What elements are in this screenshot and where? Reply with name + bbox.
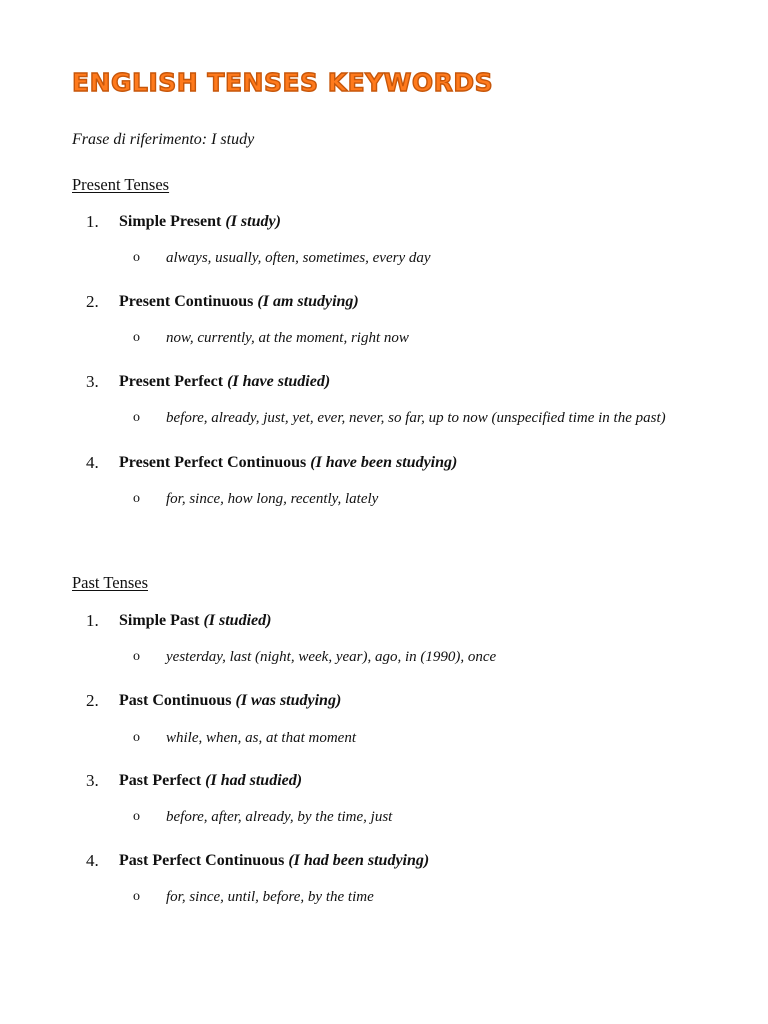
tense-name: Present Perfect: [119, 373, 224, 390]
tense-item-present-perfect-continuous: [0, 453, 768, 477]
keywords-text: now, currently, at the moment, right now: [166, 330, 409, 346]
tense-item-past-perfect-continuous: [0, 851, 768, 875]
tense-example: (I study): [225, 213, 281, 230]
tense-item-present-continuous: [0, 292, 768, 316]
list-number: 2.: [86, 292, 99, 311]
tense-item-past-perfect: [0, 771, 768, 795]
tense-name: Present Continuous: [119, 293, 254, 310]
bullet-icon: o: [133, 730, 140, 745]
bullet-icon: o: [133, 330, 140, 345]
tense-title: [119, 692, 341, 710]
bullet-icon: o: [133, 889, 140, 904]
section-heading-present-tenses: Present Tenses: [72, 175, 170, 194]
keywords-text: while, when, as, at that moment: [166, 730, 356, 746]
tense-title: [119, 213, 281, 231]
tense-name: Past Perfect: [119, 772, 202, 789]
tense-example: (I was studying): [235, 692, 342, 709]
keyword-row: [0, 250, 768, 272]
keyword-row: [0, 410, 768, 432]
keyword-row: [0, 809, 768, 831]
tense-example: (I am studying): [257, 293, 359, 310]
tense-item-simple-past: [0, 611, 768, 635]
keyword-row: [0, 889, 768, 911]
list-number: 1.: [86, 212, 99, 231]
keyword-row: [0, 491, 768, 513]
bullet-icon: o: [133, 250, 140, 265]
keywords-text: always, usually, often, sometimes, every day: [166, 250, 431, 266]
tense-title: [119, 772, 302, 790]
list-number: 4.: [86, 851, 99, 870]
keywords-text: for, since, how long, recently, lately: [166, 491, 379, 507]
keyword-row: [0, 649, 768, 671]
tense-title: [119, 373, 330, 391]
keywords-text: before, already, just, yet, ever, never, so far, up to now (unspecified time in the past): [166, 410, 666, 426]
tense-example: (I had been studying): [288, 852, 430, 869]
section-heading-past-tenses: Past Tenses: [72, 573, 148, 592]
tense-name: Past Continuous: [119, 692, 232, 709]
keywords-text: for, since, until, before, by the time: [166, 889, 374, 905]
list-number: 3.: [86, 372, 99, 391]
tense-title: [119, 454, 457, 472]
tense-name: Simple Present: [119, 213, 222, 230]
bullet-icon: o: [133, 410, 140, 425]
tense-example: (I studied): [203, 612, 272, 629]
tense-name: Present Perfect Continuous: [119, 454, 307, 471]
reference-sentence: Frase di riferimento: I study: [72, 131, 255, 148]
bullet-icon: o: [133, 491, 140, 506]
list-number: 3.: [86, 771, 99, 790]
list-number: 2.: [86, 691, 99, 710]
tense-example: (I had studied): [205, 772, 303, 789]
tense-name: Past Perfect Continuous: [119, 852, 285, 869]
page-title: ENGLISH TENSES KEYWORDS: [72, 68, 494, 97]
tense-example: (I have been studying): [310, 454, 458, 471]
keyword-row: [0, 330, 768, 352]
tense-title: [119, 612, 271, 630]
keywords-text: before, after, already, by the time, just: [166, 809, 393, 825]
tense-item-simple-present: [0, 212, 768, 236]
tense-title: [119, 852, 429, 870]
tense-item-present-perfect: [0, 372, 768, 396]
tense-example: (I have studied): [227, 373, 331, 390]
keywords-text: yesterday, last (night, week, year), ago, in (1990), once: [166, 649, 497, 665]
list-number: 1.: [86, 611, 99, 630]
bullet-icon: o: [133, 649, 140, 664]
tense-item-past-continuous: [0, 691, 768, 715]
tense-title: [119, 293, 359, 311]
keyword-row: [0, 730, 768, 752]
list-number: 4.: [86, 453, 99, 472]
tense-name: Simple Past: [119, 612, 200, 629]
bullet-icon: o: [133, 809, 140, 824]
